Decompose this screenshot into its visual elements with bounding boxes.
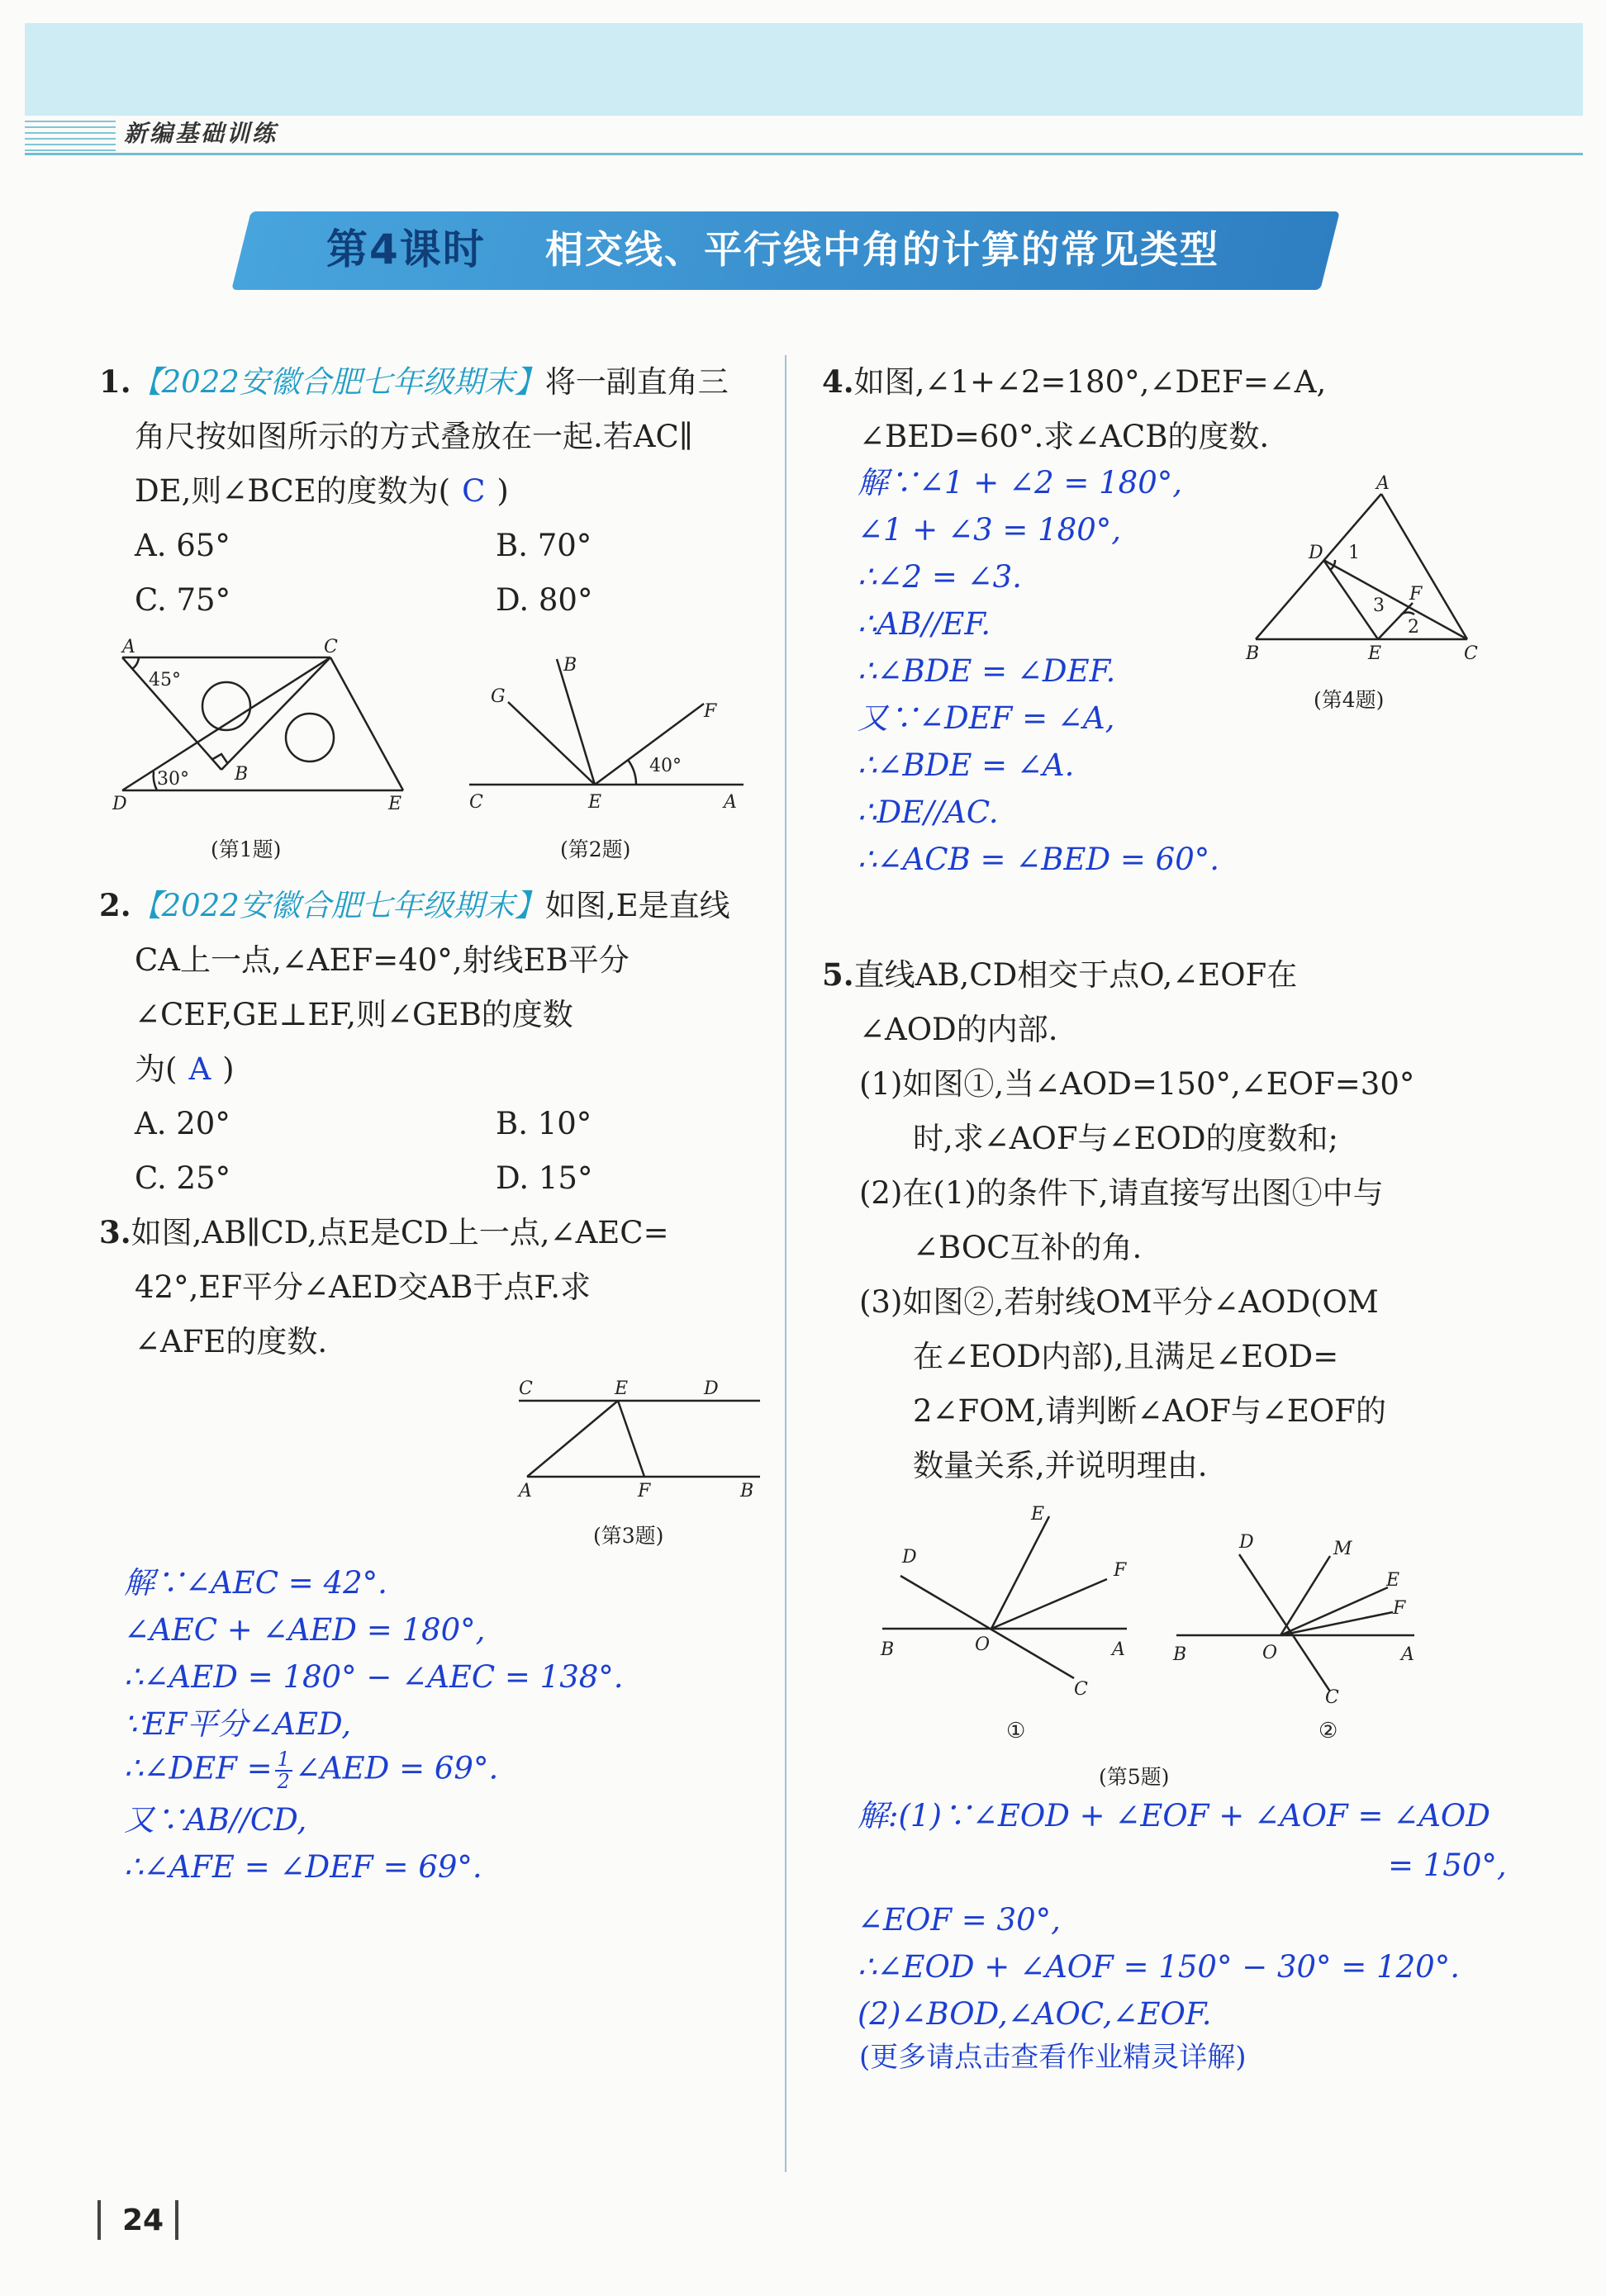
q3-sol-line-7: ∴∠AFE = ∠DEF = 69°. — [124, 1849, 482, 1885]
q3-sol-line-1: 解∵∠AEC = 42°. — [124, 1565, 387, 1601]
q4-label-B: B — [1246, 643, 1260, 664]
q3-label-A: A — [519, 1481, 532, 1501]
q2-label-F: F — [704, 701, 717, 722]
q4-label-2: 2 — [1408, 617, 1419, 638]
q3-label-D: D — [704, 1378, 719, 1399]
q5-fig1-label-O: O — [975, 1634, 991, 1655]
page-number-bar-left — [97, 2200, 101, 2240]
q5-sol-line-4: ∴∠EOD + ∠AOF = 150° − 30° = 120°. — [858, 1949, 1460, 1985]
q5-fig1-label-D: D — [902, 1547, 917, 1568]
q5-fig2-label-E: E — [1386, 1570, 1400, 1591]
q1-angle-30: 30° — [157, 769, 189, 790]
q1-source-tag: 【2022安徽合肥七年级期末】 — [131, 364, 545, 400]
q3-caption: (第3题) — [593, 1524, 664, 1548]
q5-fig2-label-C: C — [1325, 1687, 1339, 1708]
q5-fig1-number: ① — [1006, 1719, 1026, 1743]
q1-line-1: 1.【2022安徽合肥七年级期末】将一副直角三 — [99, 363, 729, 400]
q5-part2-line-2: ∠BOC互补的角. — [913, 1230, 1143, 1265]
q4-label-C: C — [1464, 643, 1478, 664]
q5-part1-line-2: 时,求∠AOF与∠EOD的度数和; — [913, 1121, 1338, 1156]
q2-label-C: C — [469, 792, 483, 813]
q4-sol-line-6: 又∵∠DEF = ∠A, — [858, 700, 1115, 736]
q1-label-B: B — [235, 764, 249, 785]
q3-line-2: 42°,EF平分∠AED交AB于点F.求 — [135, 1269, 592, 1305]
q4-sol-line-5: ∴∠BDE = ∠DEF. — [858, 653, 1116, 689]
q3-sol-line-3: ∴∠AED = 180° − ∠AEC = 138°. — [124, 1659, 624, 1695]
q1-answer: C — [462, 473, 486, 509]
q1-label-D: D — [112, 794, 127, 814]
q2-answer: A — [188, 1051, 211, 1087]
lesson-label: 第4课时 — [326, 225, 486, 273]
q1-line-3: DE,则∠BCE的度数为( C ) — [135, 473, 509, 509]
q3-label-F: F — [638, 1481, 651, 1501]
q4-sol-line-3: ∴∠2 = ∠3. — [858, 559, 1022, 595]
q5-fig1-label-F: F — [1114, 1560, 1127, 1581]
q4-line-1: 4.如图,∠1+∠2=180°,∠DEF=∠A, — [822, 363, 1327, 400]
q5-fig1-label-B: B — [881, 1639, 895, 1660]
q3-sol-line-4: ∵EF平分∠AED, — [124, 1706, 352, 1742]
q3-label-B: B — [740, 1481, 754, 1501]
header-band — [25, 23, 1583, 116]
q1-angle-45: 45° — [149, 670, 181, 690]
q5-fig1-label-C: C — [1074, 1679, 1088, 1700]
q2-label-E: E — [588, 792, 602, 813]
q5-fig2-label-D: D — [1239, 1532, 1254, 1553]
page-number-bar-right — [175, 2200, 178, 2240]
column-divider — [785, 355, 786, 2172]
q3-sol-line-2: ∠AEC + ∠AED = 180°, — [124, 1612, 486, 1648]
q5-part3-line-3: 2∠FOM,请判断∠AOF与∠EOF的 — [913, 1393, 1386, 1429]
q4-sol-line-1: 解∵∠1 + ∠2 = 180°, — [858, 465, 1183, 500]
lesson-title: 相交线、平行线中角的计算的常见类型 — [545, 227, 1219, 272]
q3-fraction-half: $\frac{1}{2}$ — [275, 1749, 292, 1792]
q1-option-a: A. 65° — [135, 528, 230, 563]
q4-line-2: ∠BED=60°.求∠ACB的度数. — [859, 419, 1270, 454]
q5-part2-line-1: (2)在(1)的条件下,请直接写出图①中与 — [859, 1175, 1384, 1211]
q4-label-3: 3 — [1373, 595, 1385, 616]
q5-sol-line-5: (2)∠BOD,∠AOC,∠EOF. — [858, 1996, 1212, 2032]
q2-angle-40: 40° — [649, 756, 682, 776]
header-hatch — [25, 118, 116, 151]
q2-option-d: D. 15° — [496, 1160, 593, 1196]
q1-option-b: B. 70° — [496, 528, 592, 563]
q1-label-E: E — [388, 794, 402, 814]
q4-sol-line-4: ∴AB//EF. — [858, 606, 991, 642]
q2-option-c: C. 25° — [135, 1160, 231, 1196]
q4-sol-line-8: ∴DE//AC. — [858, 795, 999, 830]
q1-line-2: 角尺按如图所示的方式叠放在一起.若AC∥ — [135, 419, 693, 454]
q2-line-4: 为( A ) — [135, 1051, 235, 1087]
q1-option-d: D. 80° — [496, 582, 593, 618]
q3-label-C: C — [519, 1378, 533, 1399]
q5-fig2-label-O: O — [1262, 1643, 1278, 1663]
q5-more-link[interactable]: (更多请点击查看作业精灵详解) — [859, 2041, 1247, 2074]
q2-label-B: B — [563, 655, 577, 676]
q5-line-1: 5.直线AB,CD相交于点O,∠EOF在 — [822, 956, 1298, 993]
q3-sol-line-5: ∴∠DEF = $\frac{1}{2}$ ∠AED = 69°. — [124, 1748, 499, 1794]
q5-caption: (第5题) — [1099, 1765, 1170, 1789]
q5-part3-line-1: (3)如图②,若射线OM平分∠AOD(OM — [859, 1284, 1379, 1320]
q2-caption: (第2题) — [560, 837, 631, 861]
header-rule — [25, 153, 1583, 155]
q5-fig2-label-A: A — [1401, 1644, 1414, 1665]
q5-part1-line-1: (1)如图①,当∠AOD=150°,∠EOF=30° — [859, 1066, 1415, 1102]
q3-line-1: 3.如图,AB∥CD,点E是CD上一点,∠AEC= — [99, 1214, 669, 1250]
q1-option-c: C. 75° — [135, 582, 231, 618]
q4-sol-line-2: ∠1 + ∠3 = 180°, — [858, 512, 1122, 548]
q2-option-b: B. 10° — [496, 1106, 592, 1141]
q3-label-E: E — [615, 1378, 629, 1399]
q4-label-A: A — [1376, 473, 1390, 494]
q5-fig2-label-M: M — [1333, 1539, 1352, 1559]
q5-part3-line-4: 数量关系,并说明理由. — [913, 1448, 1208, 1483]
q4-label-D: D — [1309, 543, 1323, 563]
q5-sol-line-2: = 150°, — [1388, 1848, 1507, 1883]
q2-line-1: 2.【2022安徽合肥七年级期末】如图,E是直线 — [99, 887, 730, 923]
q4-label-F: F — [1409, 584, 1423, 605]
q3-line-3: ∠AFE的度数. — [135, 1324, 328, 1359]
q2-source-tag: 【2022安徽合肥七年级期末】 — [131, 888, 545, 923]
q2-label-G: G — [491, 686, 506, 707]
q3-sol-line-6: 又∵AB//CD, — [124, 1802, 307, 1838]
q2-line-3: ∠CEF,GE⊥EF,则∠GEB的度数 — [135, 997, 573, 1032]
q5-fig1-label-A: A — [1112, 1639, 1125, 1660]
q4-caption: (第4题) — [1314, 688, 1385, 712]
page-number: 24 — [122, 2203, 164, 2237]
q5-fig1-label-E: E — [1031, 1504, 1045, 1525]
q5-line-2: ∠AOD的内部. — [859, 1012, 1058, 1047]
series-title: 新编基础训练 — [124, 120, 278, 147]
q4-label-1: 1 — [1348, 543, 1360, 563]
q2-line-2: CA上一点,∠AEF=40°,射线EB平分 — [135, 942, 630, 978]
q4-sol-line-9: ∴∠ACB = ∠BED = 60°. — [858, 842, 1220, 877]
q5-sol-line-3: ∠EOF = 30°, — [858, 1902, 1061, 1938]
q5-fig2-label-F: F — [1393, 1598, 1406, 1619]
q2-option-a: A. 20° — [135, 1106, 230, 1141]
q4-sol-line-7: ∴∠BDE = ∠A. — [858, 747, 1075, 783]
q1-label-A: A — [122, 637, 135, 657]
q5-fig2-number: ② — [1319, 1719, 1338, 1743]
q4-label-E: E — [1368, 643, 1382, 664]
q5-sol-line-1: 解:(1)∵∠EOD + ∠EOF + ∠AOF = ∠AOD — [858, 1798, 1490, 1833]
q1-caption: (第1题) — [211, 837, 282, 861]
q5-part3-line-2: 在∠EOD内部),且满足∠EOD= — [913, 1339, 1339, 1374]
q2-label-A: A — [724, 792, 737, 813]
q1-label-C: C — [324, 637, 338, 657]
q5-fig2-label-B: B — [1173, 1644, 1187, 1665]
